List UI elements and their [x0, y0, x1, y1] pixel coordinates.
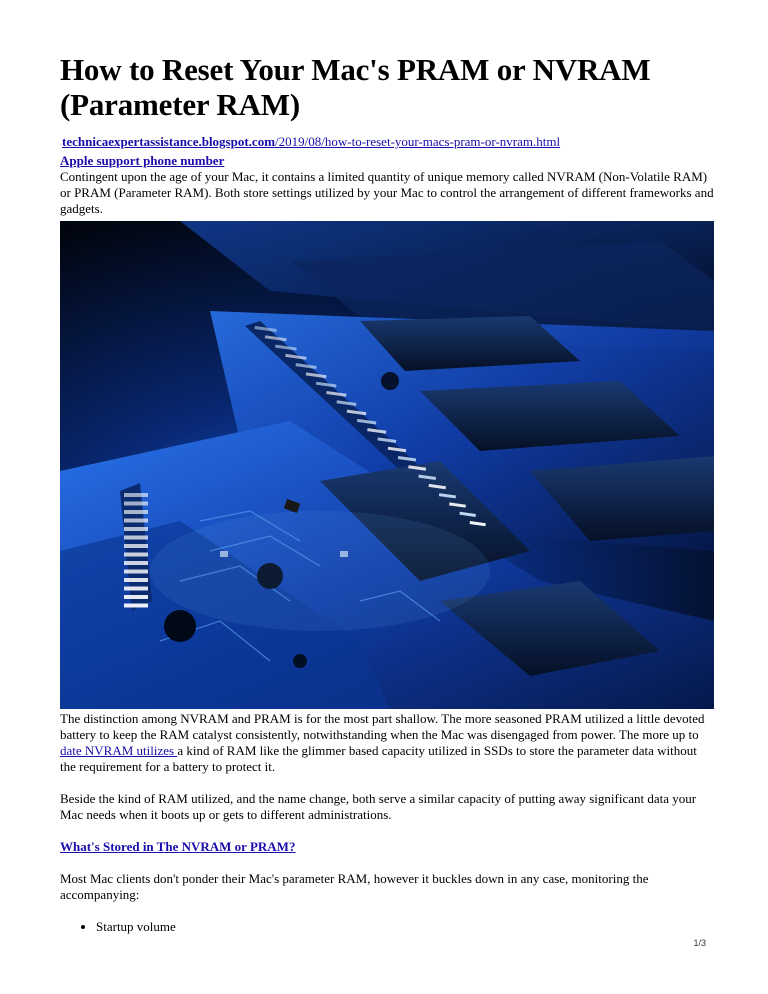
contact-pin — [316, 382, 337, 388]
contact-pins — [60, 221, 714, 709]
contact-pin — [449, 502, 466, 507]
contact-pin — [124, 570, 148, 574]
contact-pin — [398, 456, 416, 461]
source-domain: technicaexpertassistance.blogspot.com — [62, 134, 276, 149]
contact-pin — [275, 345, 297, 351]
nvram-date-link[interactable]: date NVRAM utilizes — [60, 743, 178, 758]
contact-pin — [439, 493, 456, 498]
list-item: • Startup volume — [96, 919, 714, 935]
article-body — [60, 52, 714, 935]
contact-pin — [429, 484, 446, 489]
section-heading-link[interactable]: What's Stored in The NVRAM or PRAM? — [60, 839, 296, 854]
purpose-paragraph: Beside the kind of RAM utilized, and the name change, both serve a similar capacity of putting away significant data your Mac needs when it boots up or gets to different administrations. — [60, 791, 697, 822]
distinction-text-before: The distinction among NVRAM and PRAM is for the most part shallow. The more seasoned PRAM utilized a little devoted battery to keep the RAM catalyst consistently, notwithstanding when the Mac was disengaged from power. The more up to — [60, 711, 705, 742]
monitoring-paragraph: Most Mac clients don't ponder their Mac's parameter RAM, however it buckles down in any case, monitoring the accompanying: — [60, 871, 649, 902]
distinction-text-after: a kind of RAM like the glimmer based capacity utilized in SSDs to store the parameter data without the requirement for a battery to protect it. — [60, 743, 697, 774]
contact-pin — [306, 372, 327, 378]
ram-modules-image — [60, 221, 714, 709]
contact-pin — [367, 428, 386, 434]
contact-pin — [124, 561, 148, 565]
contact-pin — [124, 553, 148, 557]
contact-pin — [124, 493, 148, 497]
source-url-link[interactable] — [62, 134, 560, 149]
contact-pin — [459, 512, 476, 517]
source-path: /2019/08/how-to-reset-your-macs-pram-or-nvram.html — [275, 134, 561, 149]
contact-pin — [265, 335, 287, 341]
contact-pin — [124, 527, 148, 531]
source-prefix: · — [60, 142, 62, 148]
contact-pin — [388, 447, 407, 453]
page-number: 1/3 — [693, 938, 706, 948]
contact-pin — [347, 410, 367, 416]
contact-pin — [408, 465, 426, 470]
source-line — [60, 134, 714, 153]
contact-pin — [285, 354, 306, 360]
contact-pin — [124, 578, 148, 582]
contact-pin — [296, 363, 317, 369]
intro-paragraph: Contingent upon the age of your Mac, it contains a limited quantity of unique memory called NVRAM (Non-Volatile RAM) or PRAM (Parameter RAM). Both store settings utilized by your Mac to control the arrangement of different frameworks and gadgets. — [60, 169, 714, 216]
contact-pin — [124, 510, 148, 514]
contact-pin — [124, 604, 148, 608]
contact-pin — [326, 391, 346, 397]
contact-pin — [377, 437, 396, 443]
contact-pin — [124, 519, 148, 523]
contact-pin — [336, 400, 356, 406]
distinction-paragraph — [60, 711, 714, 775]
contact-pin — [124, 595, 148, 599]
contact-pin — [124, 536, 148, 540]
stored-items-list — [60, 919, 714, 935]
contact-pin — [124, 587, 148, 591]
contact-pin — [470, 521, 486, 526]
contact-pin — [255, 326, 277, 332]
page-title: How to Reset Your Mac's PRAM or NVRAM (Parameter RAM) — [60, 52, 651, 122]
apple-support-link[interactable]: Apple support phone number — [60, 153, 225, 168]
contact-pin — [124, 544, 148, 548]
contact-pin — [418, 475, 436, 480]
contact-pin — [124, 502, 148, 506]
contact-pin — [357, 419, 376, 425]
